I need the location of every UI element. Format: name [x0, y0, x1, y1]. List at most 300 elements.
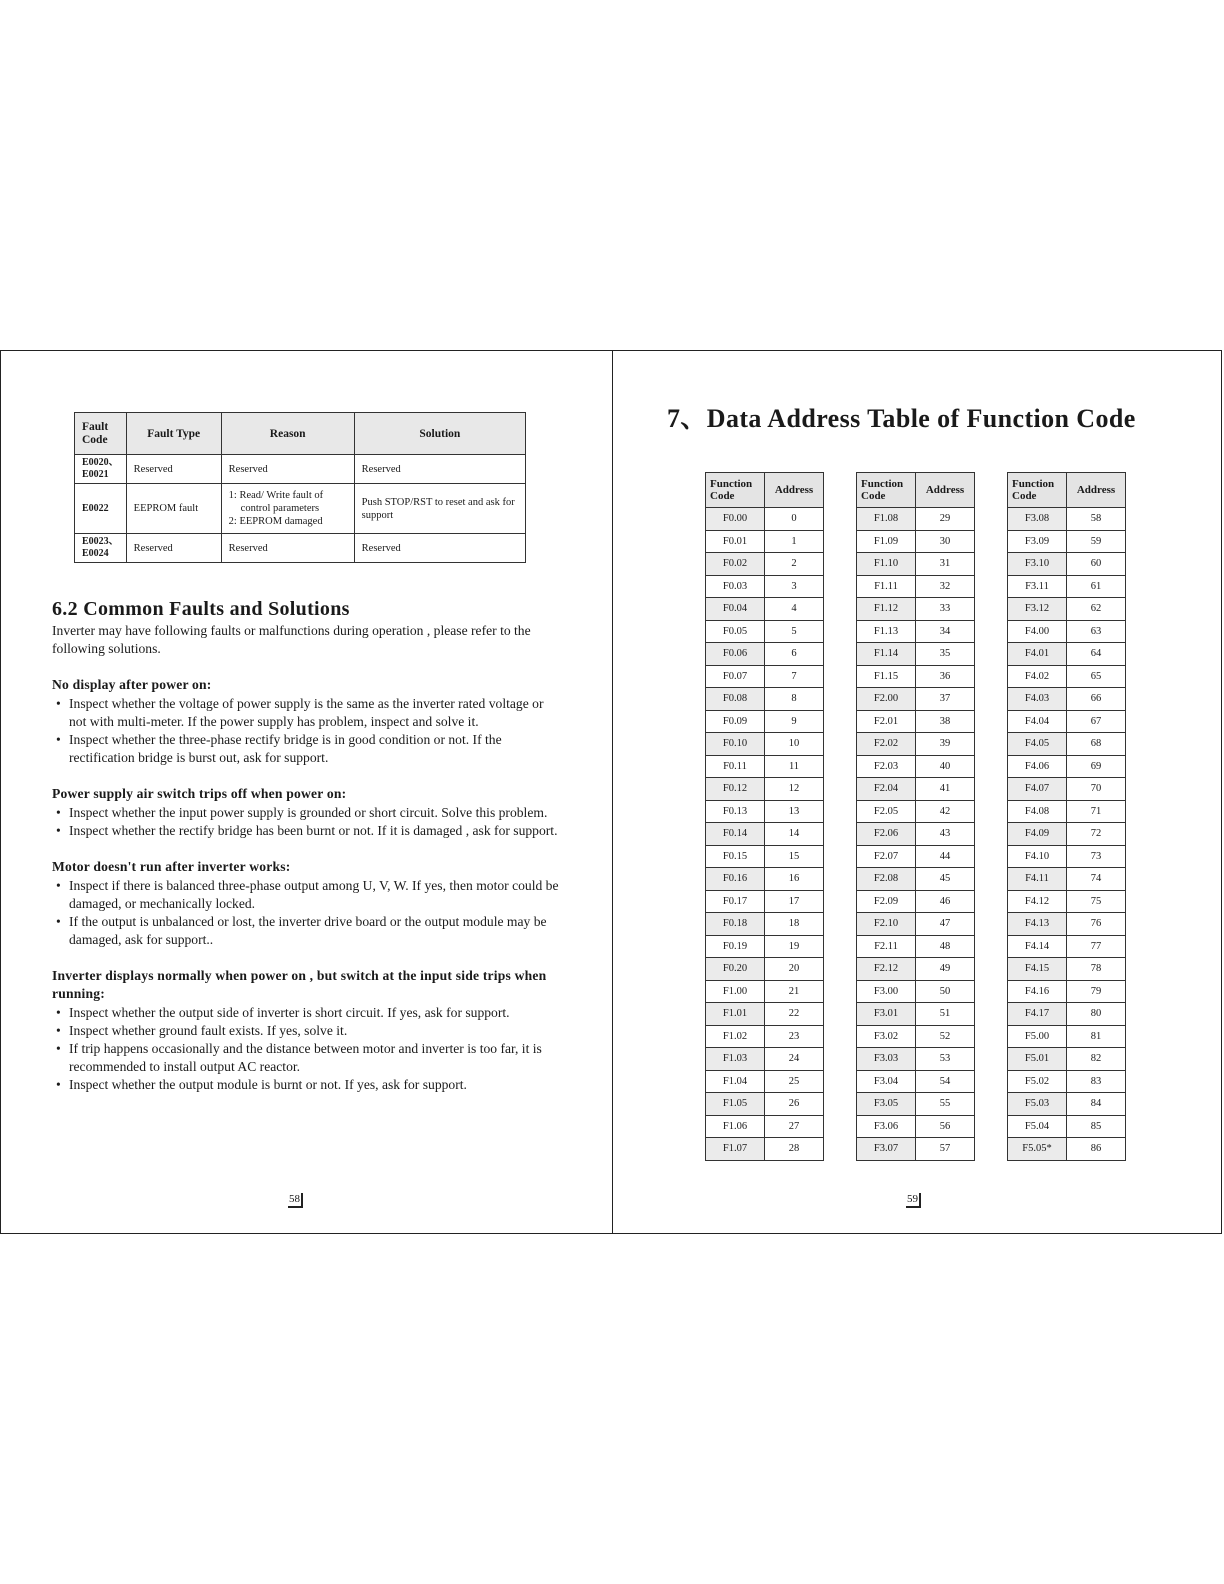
address-row [1008, 1093, 1126, 1116]
address-row [706, 800, 824, 823]
address-cell: 6 [765, 643, 824, 666]
function-code-cell: F4.10 [1008, 845, 1067, 868]
fault-code-line: E0021 [82, 469, 109, 480]
function-code-cell: F0.00 [706, 508, 765, 531]
address-row [1008, 890, 1126, 913]
function-code-cell: F4.05 [1008, 733, 1067, 756]
address-row [1008, 755, 1126, 778]
function-code-cell: F3.05 [857, 1093, 916, 1116]
address-cell: 19 [765, 935, 824, 958]
address-row [857, 1048, 975, 1071]
address-cell: 8 [765, 688, 824, 711]
address-row [1008, 1070, 1126, 1093]
address-row [706, 778, 824, 801]
address-cell: 58 [1067, 508, 1126, 531]
fault-heading: No display after power on: [52, 677, 212, 692]
function-code-cell: F1.04 [706, 1070, 765, 1093]
function-code-cell: F0.19 [706, 935, 765, 958]
fault-solution-list [52, 695, 562, 767]
address-cell: 65 [1067, 665, 1126, 688]
address-row [1008, 643, 1126, 666]
address-row [1008, 823, 1126, 846]
function-code-cell: F4.06 [1008, 755, 1067, 778]
address-cell: 11 [765, 755, 824, 778]
address-cell: 2 [765, 553, 824, 576]
page-number-right: 59 [906, 1193, 921, 1208]
address-row [857, 913, 975, 936]
address-row [857, 935, 975, 958]
address-row [706, 665, 824, 688]
address-row [706, 598, 824, 621]
function-code-cell: F0.05 [706, 620, 765, 643]
fault-solution-cell [354, 484, 525, 534]
address-cell: 71 [1067, 800, 1126, 823]
function-code-cell: F1.10 [857, 553, 916, 576]
fault-solution-line: support [361, 509, 394, 521]
left-page [0, 350, 612, 1234]
address-row [1008, 845, 1126, 868]
address-cell: 22 [765, 1003, 824, 1026]
address-row [1008, 913, 1126, 936]
function-code-cell: F2.01 [857, 710, 916, 733]
fault-solution-item: • Inspect whether the input power supply is grounded or short circuit. Solve this problem. [52, 804, 562, 822]
function-code-cell: F5.01 [1008, 1048, 1067, 1071]
function-code-cell: F0.07 [706, 665, 765, 688]
address-cell: 77 [1067, 935, 1126, 958]
section-intro: Inverter may have following faults or malfunctions during operation , please refer to the following solutions. [52, 623, 531, 656]
address-row [706, 508, 824, 531]
fault-heading: Inverter displays normally when power on , but switch at the input side trips when running: [52, 968, 547, 1001]
section-title: 6.2 Common Faults and Solutions [52, 598, 350, 620]
address-row [857, 980, 975, 1003]
address-row [1008, 710, 1126, 733]
function-code-cell: F2.10 [857, 913, 916, 936]
address-cell: 7 [765, 665, 824, 688]
address-cell: 47 [916, 913, 975, 936]
fault-reason-line: control parameters [240, 503, 320, 514]
address-row [706, 980, 824, 1003]
header-address: Address [765, 473, 824, 508]
address-cell: 1 [765, 530, 824, 553]
address-cell: 39 [916, 733, 975, 756]
address-row [1008, 688, 1126, 711]
function-code-cell: F2.04 [857, 778, 916, 801]
address-cell: 81 [1067, 1025, 1126, 1048]
address-cell: 33 [916, 598, 975, 621]
chapter-title: 7、Data Address Table of Function Code [667, 404, 1136, 433]
address-row [1008, 620, 1126, 643]
header-address: Address [1067, 473, 1126, 508]
function-code-cell: F1.14 [857, 643, 916, 666]
function-code-cell: F4.17 [1008, 1003, 1067, 1026]
address-table-2 [856, 472, 975, 1161]
function-code-cell: F5.00 [1008, 1025, 1067, 1048]
function-code-cell: F1.07 [706, 1138, 765, 1161]
address-cell: 29 [916, 508, 975, 531]
fault-table-header [75, 413, 526, 455]
address-cell: 55 [916, 1093, 975, 1116]
function-code-cell: F4.14 [1008, 935, 1067, 958]
header-address: Address [916, 473, 975, 508]
function-code-cell: F0.20 [706, 958, 765, 981]
address-cell: 26 [765, 1093, 824, 1116]
address-cell: 17 [765, 890, 824, 913]
fault-solution-line: Reserved [361, 542, 401, 554]
function-code-cell: F0.11 [706, 755, 765, 778]
address-row [857, 890, 975, 913]
address-cell: 41 [916, 778, 975, 801]
address-row [706, 913, 824, 936]
address-table-header [1008, 473, 1126, 508]
fault-type-cell: Reserved [126, 534, 221, 563]
address-row [857, 845, 975, 868]
function-code-cell: F3.12 [1008, 598, 1067, 621]
fault-code-line: E0024 [82, 548, 109, 559]
function-code-cell: F1.13 [857, 620, 916, 643]
function-code-cell: F4.12 [1008, 890, 1067, 913]
address-row [857, 575, 975, 598]
function-code-cell: F3.04 [857, 1070, 916, 1093]
address-cell: 51 [916, 1003, 975, 1026]
address-row [706, 1093, 824, 1116]
function-code-cell: F4.13 [1008, 913, 1067, 936]
address-cell: 60 [1067, 553, 1126, 576]
fault-reason-line: Reserved [228, 463, 268, 475]
function-code-cell: F0.13 [706, 800, 765, 823]
address-row [706, 733, 824, 756]
address-row [857, 823, 975, 846]
function-code-cell: F1.05 [706, 1093, 765, 1116]
common-faults-section [52, 600, 562, 1094]
function-code-cell: F4.11 [1008, 868, 1067, 891]
function-code-cell: F1.12 [857, 598, 916, 621]
address-row [857, 733, 975, 756]
address-row [1008, 1048, 1126, 1071]
function-code-cell: F4.07 [1008, 778, 1067, 801]
address-row [1008, 958, 1126, 981]
address-row [857, 553, 975, 576]
address-row [857, 508, 975, 531]
address-row [706, 710, 824, 733]
address-cell: 76 [1067, 913, 1126, 936]
address-row [1008, 1115, 1126, 1138]
address-row [1008, 1003, 1126, 1026]
address-cell: 72 [1067, 823, 1126, 846]
fault-list [52, 676, 562, 1094]
header-function-code: Function Code [706, 473, 765, 508]
fault-heading: Motor doesn't run after inverter works: [52, 859, 291, 874]
address-cell: 57 [916, 1138, 975, 1161]
address-cell: 53 [916, 1048, 975, 1071]
function-code-cell: F1.01 [706, 1003, 765, 1026]
address-table-3 [1007, 472, 1126, 1161]
function-code-cell: F3.01 [857, 1003, 916, 1026]
address-row [706, 688, 824, 711]
address-cell: 54 [916, 1070, 975, 1093]
address-row [857, 1138, 975, 1161]
header-fault-type: Fault Type [126, 413, 221, 455]
address-row [1008, 665, 1126, 688]
address-cell: 42 [916, 800, 975, 823]
address-row [706, 1070, 824, 1093]
function-code-cell: F0.12 [706, 778, 765, 801]
address-row [857, 958, 975, 981]
address-cell: 63 [1067, 620, 1126, 643]
fault-reason-line: 2: EEPROM damaged [228, 516, 323, 527]
function-code-cell: F0.04 [706, 598, 765, 621]
address-cell: 14 [765, 823, 824, 846]
address-row [706, 575, 824, 598]
address-cell: 35 [916, 643, 975, 666]
address-row [706, 958, 824, 981]
fault-reason-line: 1: Read/ Write fault of [228, 490, 324, 501]
function-code-cell: F2.05 [857, 800, 916, 823]
fault-table-row [75, 534, 526, 563]
address-cell: 15 [765, 845, 824, 868]
address-cell: 79 [1067, 980, 1126, 1003]
address-cell: 64 [1067, 643, 1126, 666]
fault-solution-list [52, 877, 562, 949]
fault-solution-line: Reserved [361, 463, 401, 475]
address-cell: 31 [916, 553, 975, 576]
address-cell: 45 [916, 868, 975, 891]
address-row [857, 800, 975, 823]
address-table-header [857, 473, 975, 508]
function-code-cell: F3.03 [857, 1048, 916, 1071]
address-table-1 [705, 472, 824, 1161]
address-cell: 16 [765, 868, 824, 891]
function-code-cell: F4.00 [1008, 620, 1067, 643]
address-cell: 36 [916, 665, 975, 688]
address-row [857, 1025, 975, 1048]
address-cell: 23 [765, 1025, 824, 1048]
address-cell: 69 [1067, 755, 1126, 778]
address-row [706, 1003, 824, 1026]
page-number-left: 58 [288, 1193, 303, 1208]
function-code-cell: F3.08 [1008, 508, 1067, 531]
address-row [706, 935, 824, 958]
function-code-cell: F2.08 [857, 868, 916, 891]
address-row [706, 890, 824, 913]
address-row [857, 688, 975, 711]
header-reason: Reason [221, 413, 354, 455]
header-function-code: Function Code [857, 473, 916, 508]
address-row [1008, 778, 1126, 801]
address-row [1008, 508, 1126, 531]
function-code-cell: F2.03 [857, 755, 916, 778]
function-code-cell: F1.02 [706, 1025, 765, 1048]
address-cell: 85 [1067, 1115, 1126, 1138]
fault-code-cell [75, 484, 127, 534]
function-code-cell: F0.17 [706, 890, 765, 913]
header-fault-code: Fault Code [75, 413, 127, 455]
fault-solution-item: • Inspect whether the output side of inverter is short circuit. If yes, ask for support. [52, 1004, 562, 1022]
address-row [706, 823, 824, 846]
function-code-cell: F4.04 [1008, 710, 1067, 733]
address-row [857, 530, 975, 553]
address-cell: 24 [765, 1048, 824, 1071]
function-code-cell: F4.03 [1008, 688, 1067, 711]
address-row [857, 1003, 975, 1026]
address-row [857, 598, 975, 621]
fault-solution-line: Push STOP/RST to reset and ask for [361, 496, 515, 508]
address-cell: 52 [916, 1025, 975, 1048]
fault-type-cell: EEPROM fault [126, 484, 221, 534]
address-row [706, 1115, 824, 1138]
address-row [706, 530, 824, 553]
function-code-cell: F5.04 [1008, 1115, 1067, 1138]
fault-solution-item: • Inspect whether the rectify bridge has been burnt or not. If it is damaged , ask for support. [52, 822, 562, 840]
function-code-cell: F0.16 [706, 868, 765, 891]
function-code-cell: F2.12 [857, 958, 916, 981]
function-code-cell: F2.02 [857, 733, 916, 756]
header-solution: Solution [354, 413, 525, 455]
address-cell: 4 [765, 598, 824, 621]
function-code-cell: F3.06 [857, 1115, 916, 1138]
function-code-cell: F0.14 [706, 823, 765, 846]
function-code-cell: F3.00 [857, 980, 916, 1003]
address-row [857, 643, 975, 666]
address-cell: 68 [1067, 733, 1126, 756]
address-row [706, 643, 824, 666]
fault-reason-line: Reserved [228, 542, 268, 554]
address-row [1008, 868, 1126, 891]
address-cell: 80 [1067, 1003, 1126, 1026]
function-code-cell: F1.08 [857, 508, 916, 531]
address-cell: 3 [765, 575, 824, 598]
address-cell: 56 [916, 1115, 975, 1138]
fault-table-row [75, 455, 526, 484]
address-row [857, 778, 975, 801]
address-cell: 84 [1067, 1093, 1126, 1116]
function-code-cell: F1.09 [857, 530, 916, 553]
fault-code-line: E0022 [82, 502, 109, 514]
address-row [706, 553, 824, 576]
function-code-cell: F2.09 [857, 890, 916, 913]
function-code-cell: F0.10 [706, 733, 765, 756]
address-row [1008, 733, 1126, 756]
address-cell: 50 [916, 980, 975, 1003]
function-code-cell: F2.11 [857, 935, 916, 958]
function-code-cell: F0.08 [706, 688, 765, 711]
fault-solution-list [52, 1004, 562, 1094]
address-cell: 48 [916, 935, 975, 958]
function-code-cell: F4.15 [1008, 958, 1067, 981]
address-row [857, 868, 975, 891]
address-cell: 21 [765, 980, 824, 1003]
function-code-cell: F1.15 [857, 665, 916, 688]
address-row [1008, 1138, 1126, 1161]
address-cell: 9 [765, 710, 824, 733]
fault-code-line: E0023、 [82, 536, 119, 547]
address-table-header [706, 473, 824, 508]
function-code-cell: F3.07 [857, 1138, 916, 1161]
function-code-cell: F2.07 [857, 845, 916, 868]
address-row [1008, 575, 1126, 598]
fault-solution-item: • Inspect whether ground fault exists. If yes, solve it. [52, 1022, 562, 1040]
function-code-cell: F3.02 [857, 1025, 916, 1048]
address-cell: 82 [1067, 1048, 1126, 1071]
address-row [857, 620, 975, 643]
address-cell: 0 [765, 508, 824, 531]
address-cell: 40 [916, 755, 975, 778]
fault-code-line: E0020、 [82, 457, 119, 468]
address-row [1008, 935, 1126, 958]
fault-solution-item: • Inspect whether the voltage of power supply is the same as the inverter rated voltage or not with multi-meter. If the power supply has problem, inspect and solve it. [52, 695, 562, 731]
function-code-cell: F1.00 [706, 980, 765, 1003]
address-cell: 25 [765, 1070, 824, 1093]
address-row [706, 1025, 824, 1048]
address-row [1008, 530, 1126, 553]
function-code-cell: F1.06 [706, 1115, 765, 1138]
address-cell: 59 [1067, 530, 1126, 553]
address-row [857, 755, 975, 778]
function-code-cell: F4.01 [1008, 643, 1067, 666]
address-cell: 5 [765, 620, 824, 643]
address-cell: 20 [765, 958, 824, 981]
function-code-cell: F0.03 [706, 575, 765, 598]
address-row [1008, 1025, 1126, 1048]
fault-solution-cell [354, 534, 525, 563]
function-code-cell: F2.00 [857, 688, 916, 711]
function-code-cell: F3.11 [1008, 575, 1067, 598]
function-code-cell: F3.09 [1008, 530, 1067, 553]
function-code-cell: F1.03 [706, 1048, 765, 1071]
fault-solution-item: • If trip happens occasionally and the distance between motor and inverter is too far, it is recommended to install output AC reactor. [52, 1040, 562, 1076]
fault-solution-list [52, 804, 562, 840]
address-row [706, 868, 824, 891]
header-function-code: Function Code [1008, 473, 1067, 508]
fault-code-table [74, 412, 526, 563]
address-cell: 18 [765, 913, 824, 936]
right-page [613, 350, 1223, 1234]
address-cell: 27 [765, 1115, 824, 1138]
fault-code-cell [75, 534, 127, 563]
address-cell: 34 [916, 620, 975, 643]
address-cell: 13 [765, 800, 824, 823]
address-cell: 28 [765, 1138, 824, 1161]
address-cell: 83 [1067, 1070, 1126, 1093]
address-cell: 73 [1067, 845, 1126, 868]
address-row [706, 620, 824, 643]
address-cell: 66 [1067, 688, 1126, 711]
function-code-cell: F4.09 [1008, 823, 1067, 846]
address-cell: 62 [1067, 598, 1126, 621]
function-code-cell: F2.06 [857, 823, 916, 846]
function-code-cell: F5.02 [1008, 1070, 1067, 1093]
address-cell: 44 [916, 845, 975, 868]
address-cell: 49 [916, 958, 975, 981]
function-code-cell: F1.11 [857, 575, 916, 598]
fault-solution-cell [354, 455, 525, 484]
function-code-cell: F4.02 [1008, 665, 1067, 688]
address-row [857, 1070, 975, 1093]
function-code-cell: F0.01 [706, 530, 765, 553]
fault-reason-cell [221, 484, 354, 534]
function-code-cell: F0.18 [706, 913, 765, 936]
address-cell: 12 [765, 778, 824, 801]
address-cell: 61 [1067, 575, 1126, 598]
function-code-cell: F0.06 [706, 643, 765, 666]
fault-reason-cell [221, 455, 354, 484]
fault-solution-item: • If the output is unbalanced or lost, the inverter drive board or the output module may be damaged, ask for support.. [52, 913, 562, 949]
address-row [706, 845, 824, 868]
address-cell: 74 [1067, 868, 1126, 891]
address-row [1008, 980, 1126, 1003]
address-cell: 67 [1067, 710, 1126, 733]
address-cell: 38 [916, 710, 975, 733]
address-row [1008, 800, 1126, 823]
